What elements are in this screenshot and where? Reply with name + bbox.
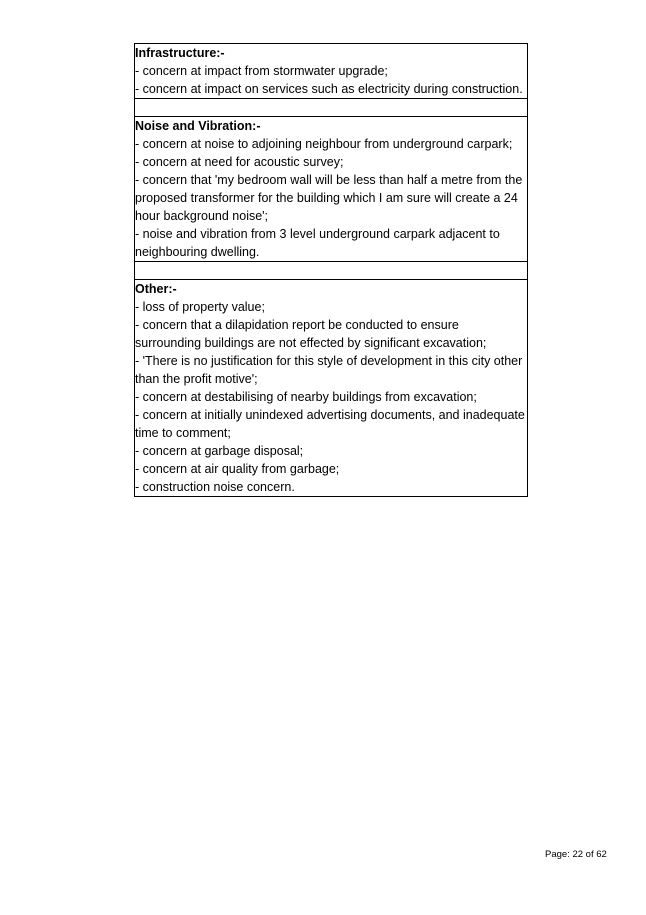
section-title: Noise and Vibration:- [135,119,261,133]
list-item: - concern that a dilapidation report be conducted to ensure surrounding buildings are not effected by significant excavation; [135,318,487,350]
section-title: Other:- [135,282,177,296]
list-item: - concern that 'my bedroom wall will be less than half a metre from the proposed transformer for the building which I am sure will create a 24 hour background noise'; [135,173,523,223]
list-item: - concern at noise to adjoining neighbour from underground carpark; [135,137,513,151]
section-noise-vibration [135,116,527,261]
list-item: - construction noise concern. [135,480,295,494]
objections-table [134,43,528,497]
list-item: - concern at impact from stormwater upgrade; [135,64,388,78]
section-other [135,279,527,496]
list-item: - concern at initially unindexed advertising documents, and inadequate time to comment; [135,408,525,440]
page-number: Page: 22 of 62 [545,849,607,860]
table-spacer-row [135,261,527,279]
list-item: - loss of property value; [135,300,265,314]
list-item: - concern at destabilising of nearby buildings from excavation; [135,390,477,404]
list-item: - concern at air quality from garbage; [135,462,340,476]
table-spacer-row [135,98,527,116]
section-infrastructure [135,44,527,98]
list-item: - concern at impact on services such as electricity during construction. [135,82,523,96]
list-item: - 'There is no justification for this style of development in this city other than the profit motive'; [135,354,523,386]
list-item: - concern at garbage disposal; [135,444,304,458]
list-item: - concern at need for acoustic survey; [135,155,344,169]
section-title: Infrastructure:- [135,46,225,60]
list-item: - noise and vibration from 3 level underground carpark adjacent to neighbouring dwelling. [135,227,500,259]
